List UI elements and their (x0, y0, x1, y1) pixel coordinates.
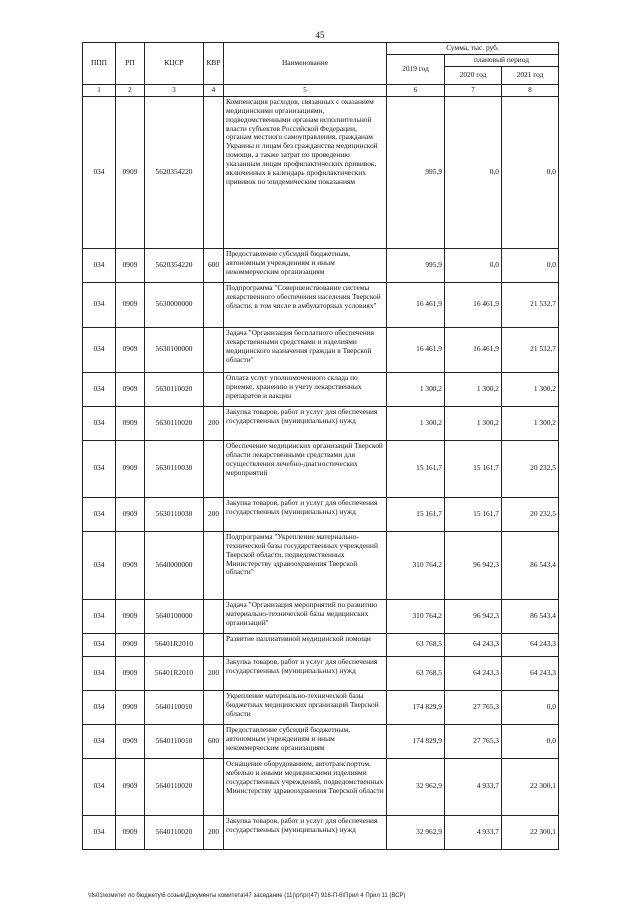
row-name-cell: Закупка товаров, работ и услуг для обеспечения государственных (муниципальных) нужд (224, 497, 387, 531)
header-rp: РП (116, 43, 145, 85)
row-2019-cell: 63 768,5 (387, 633, 445, 656)
row-ppp-cell: 034 (83, 497, 116, 531)
row-kvr-cell: 600 (204, 248, 224, 282)
header-year-2021: 2021 год (502, 66, 559, 84)
row-ppp-cell: 034 (83, 440, 116, 497)
row-kvr-cell (204, 633, 224, 656)
row-2020-cell: 1 300,2 (445, 372, 502, 406)
row-2019-cell: 310 764,2 (387, 599, 445, 633)
row-rp-cell: 0909 (116, 327, 145, 372)
row-kcsr-cell: 5620354220 (145, 248, 204, 282)
table-row (83, 531, 559, 599)
table-row (83, 656, 559, 690)
row-2020-cell: 64 243,3 (445, 633, 502, 656)
row-ppp-cell: 034 (83, 96, 116, 248)
row-kvr-cell (204, 440, 224, 497)
row-rp-cell: 0909 (116, 758, 145, 815)
row-2020-cell: 96 942,3 (445, 531, 502, 599)
header-year-2019: 2019 год (387, 55, 445, 85)
row-rp-cell: 0909 (116, 724, 145, 758)
row-kvr-cell (204, 372, 224, 406)
table-row (83, 440, 559, 497)
row-2020-cell: 16 461,9 (445, 327, 502, 372)
row-2020-cell: 15 161,7 (445, 497, 502, 531)
row-2019-cell: 174 829,9 (387, 690, 445, 724)
row-2020-cell: 64 243,3 (445, 656, 502, 690)
header-plan-period: плановый период (445, 55, 559, 67)
row-ppp-cell: 034 (83, 327, 116, 372)
row-name-cell: Подпрограмма "Совершенствование системы лекарственного обеспечения населения Тверской области, в том числе в амбулаторных условиях" (224, 282, 387, 327)
header-kcsr: КЦСР (145, 43, 204, 85)
row-2021-cell: 22 300,1 (502, 758, 559, 815)
row-name-cell: Обеспечение медицинских организаций Тверской области лекарственными средствами для осуществления лечебно-диагностических мероприятий (224, 440, 387, 497)
row-2019-cell: 310 764,2 (387, 531, 445, 599)
row-kcsr-cell: 5640110010 (145, 724, 204, 758)
file-path-footer: \\fs01\комитет по бюджету\6 созыв\Документы комитета\47 заседание (11)\pr\pr(47) 916-П-6\Прил 4 Прил 11 (ВСР) (88, 893, 406, 899)
row-rp-cell: 0909 (116, 497, 145, 531)
table-row (83, 406, 559, 440)
row-2020-cell: 1 300,2 (445, 406, 502, 440)
row-kvr-cell (204, 690, 224, 724)
row-rp-cell: 0909 (116, 440, 145, 497)
row-ppp-cell: 034 (83, 406, 116, 440)
row-2019-cell: 32 962,9 (387, 758, 445, 815)
row-2019-cell: 32 962,9 (387, 815, 445, 849)
table-row (83, 327, 559, 372)
column-number: 7 (445, 84, 502, 96)
table-row (83, 758, 559, 815)
row-kvr-cell: 200 (204, 406, 224, 440)
row-2021-cell: 20 232,5 (502, 440, 559, 497)
row-kcsr-cell: 5620354220 (145, 96, 204, 248)
row-name-cell: Закупка товаров, работ и услуг для обеспечения государственных (муниципальных) нужд (224, 406, 387, 440)
row-name-cell: Предоставление субсидий бюджетным, автономным учреждениям и иным некоммерческим организациям (224, 248, 387, 282)
row-kvr-cell: 200 (204, 656, 224, 690)
row-kvr-cell (204, 531, 224, 599)
row-kcsr-cell: 5630110030 (145, 440, 204, 497)
row-ppp-cell: 034 (83, 248, 116, 282)
table-row (83, 815, 559, 849)
row-ppp-cell: 034 (83, 282, 116, 327)
row-ppp-cell: 034 (83, 815, 116, 849)
row-rp-cell: 0909 (116, 406, 145, 440)
row-2021-cell: 0,0 (502, 724, 559, 758)
table-row (83, 599, 559, 633)
table-row (83, 497, 559, 531)
row-kcsr-cell: 5630110020 (145, 406, 204, 440)
row-kcsr-cell: 5640110010 (145, 690, 204, 724)
row-kvr-cell (204, 327, 224, 372)
row-ppp-cell: 034 (83, 758, 116, 815)
row-2020-cell: 0,0 (445, 248, 502, 282)
row-2021-cell: 0,0 (502, 96, 559, 248)
row-kcsr-cell: 5640000000 (145, 531, 204, 599)
column-number: 5 (224, 84, 387, 96)
row-2019-cell: 15 161,7 (387, 440, 445, 497)
row-2021-cell: 20 232,5 (502, 497, 559, 531)
row-kvr-cell (204, 599, 224, 633)
row-2020-cell: 27 765,3 (445, 724, 502, 758)
row-ppp-cell: 034 (83, 599, 116, 633)
table-row (83, 248, 559, 282)
row-2020-cell: 16 461,9 (445, 282, 502, 327)
row-2021-cell: 0,0 (502, 690, 559, 724)
column-number: 6 (387, 84, 445, 96)
row-kcsr-cell: 5640100000 (145, 599, 204, 633)
row-kcsr-cell: 5640110020 (145, 815, 204, 849)
row-2021-cell: 64 243,3 (502, 656, 559, 690)
row-kcsr-cell: 5630000000 (145, 282, 204, 327)
row-2020-cell: 4 933,7 (445, 758, 502, 815)
row-2021-cell: 21 532,7 (502, 282, 559, 327)
row-name-cell: Компенсация расходов, связанных с оказанием медицинскими организациями, подведомственными органам исполнительной власти субъектов Российской Федерации, органам местного самоуправления, гражданам Украины и лицам без гражданства медицинской помощи, а также затрат по проведению указанным лицам профилактических прививок, включенных в календарь профилактических прививок по эпидемическим показаниям (224, 96, 387, 248)
row-name-cell: Подпрограмма "Укрепление материально-технической базы государственных учреждений Тверской области, подведомственных Министерству здравоохранения Тверской области" (224, 531, 387, 599)
table-row (83, 282, 559, 327)
row-kvr-cell (204, 96, 224, 248)
row-rp-cell: 0909 (116, 96, 145, 248)
row-2019-cell: 63 768,5 (387, 656, 445, 690)
row-2021-cell: 0,0 (502, 248, 559, 282)
row-ppp-cell: 034 (83, 724, 116, 758)
row-rp-cell: 0909 (116, 531, 145, 599)
header-name: Наименование (224, 43, 387, 85)
row-kcsr-cell: 5640110020 (145, 758, 204, 815)
row-2019-cell: 995,9 (387, 248, 445, 282)
row-name-cell: Укрепление материально-технической базы бюджетных медицинских организаций Тверской области (224, 690, 387, 724)
row-2021-cell: 1 300,2 (502, 372, 559, 406)
row-kvr-cell: 200 (204, 815, 224, 849)
row-name-cell: Задача "Организация мероприятий по развитию материально-технической базы медицинских организаций" (224, 599, 387, 633)
row-2019-cell: 15 161,7 (387, 497, 445, 531)
page-number: 45 (315, 30, 325, 40)
table-row (83, 96, 559, 248)
header-year-2020: 2020 год (445, 66, 502, 84)
row-kvr-cell: 600 (204, 724, 224, 758)
row-kcsr-cell: 56401R2010 (145, 633, 204, 656)
row-name-cell: Развитие паллиативной медицинской помощи (224, 633, 387, 656)
row-rp-cell: 0909 (116, 248, 145, 282)
column-number: 2 (116, 84, 145, 96)
row-ppp-cell: 034 (83, 633, 116, 656)
row-2021-cell: 64 243,3 (502, 633, 559, 656)
row-name-cell: Предоставление субсидий бюджетным, автономным учреждениям и иным некоммерческим организациям (224, 724, 387, 758)
row-kvr-cell: 200 (204, 497, 224, 531)
column-number: 4 (204, 84, 224, 96)
row-2020-cell: 4 933,7 (445, 815, 502, 849)
column-number-row (83, 84, 559, 96)
row-name-cell: Закупка товаров, работ и услуг для обеспечения государственных (муниципальных) нужд (224, 656, 387, 690)
column-number: 1 (83, 84, 116, 96)
row-rp-cell: 0909 (116, 815, 145, 849)
row-name-cell: Оснащение оборудованием, автотранспортом, мебелью и иными медицинскими изделиями государственных учреждений, подведомственных Министерству здравоохранения Тверской области (224, 758, 387, 815)
row-2021-cell: 86 543,4 (502, 531, 559, 599)
row-2020-cell: 15 161,7 (445, 440, 502, 497)
row-kcsr-cell: 5630110030 (145, 497, 204, 531)
row-kcsr-cell: 5630100000 (145, 327, 204, 372)
row-kvr-cell (204, 758, 224, 815)
row-kcsr-cell: 5630110020 (145, 372, 204, 406)
table-row (83, 372, 559, 406)
row-2019-cell: 995,9 (387, 96, 445, 248)
row-rp-cell: 0909 (116, 656, 145, 690)
row-2020-cell: 27 765,3 (445, 690, 502, 724)
row-2019-cell: 1 300,2 (387, 406, 445, 440)
row-kvr-cell (204, 282, 224, 327)
row-2020-cell: 96 942,3 (445, 599, 502, 633)
row-2020-cell: 0,0 (445, 96, 502, 248)
row-2019-cell: 16 461,9 (387, 282, 445, 327)
column-number: 3 (145, 84, 204, 96)
row-name-cell: Оплата услуг уполномоченного склада по приемке, хранению и учету лекарственных препаратов и вакцин (224, 372, 387, 406)
row-ppp-cell: 034 (83, 531, 116, 599)
row-2019-cell: 174 829,9 (387, 724, 445, 758)
row-rp-cell: 0909 (116, 599, 145, 633)
row-2019-cell: 16 461,9 (387, 327, 445, 372)
table-row (83, 633, 559, 656)
row-rp-cell: 0909 (116, 690, 145, 724)
header-sum: Сумма, тыс. руб. (387, 43, 559, 55)
row-rp-cell: 0909 (116, 372, 145, 406)
row-ppp-cell: 034 (83, 656, 116, 690)
row-2021-cell: 1 300,2 (502, 406, 559, 440)
row-rp-cell: 0909 (116, 633, 145, 656)
row-ppp-cell: 034 (83, 372, 116, 406)
row-rp-cell: 0909 (116, 282, 145, 327)
row-name-cell: Закупка товаров, работ и услуг для обеспечения государственных (муниципальных) нужд (224, 815, 387, 849)
row-2021-cell: 22 300,1 (502, 815, 559, 849)
budget-table (82, 42, 559, 850)
header-ppp: ППП (83, 43, 116, 85)
row-2021-cell: 86 543,4 (502, 599, 559, 633)
row-2021-cell: 21 532,7 (502, 327, 559, 372)
row-ppp-cell: 034 (83, 690, 116, 724)
row-name-cell: Задача "Организация бесплатного обеспечения лекарственными средствами и изделиями медицинского назначения граждан в Тверской области" (224, 327, 387, 372)
table-row (83, 724, 559, 758)
table-row (83, 690, 559, 724)
header-kvr: КВР (204, 43, 224, 85)
row-2019-cell: 1 300,2 (387, 372, 445, 406)
table-body (83, 96, 559, 849)
column-number: 8 (502, 84, 559, 96)
row-kcsr-cell: 56401R2010 (145, 656, 204, 690)
